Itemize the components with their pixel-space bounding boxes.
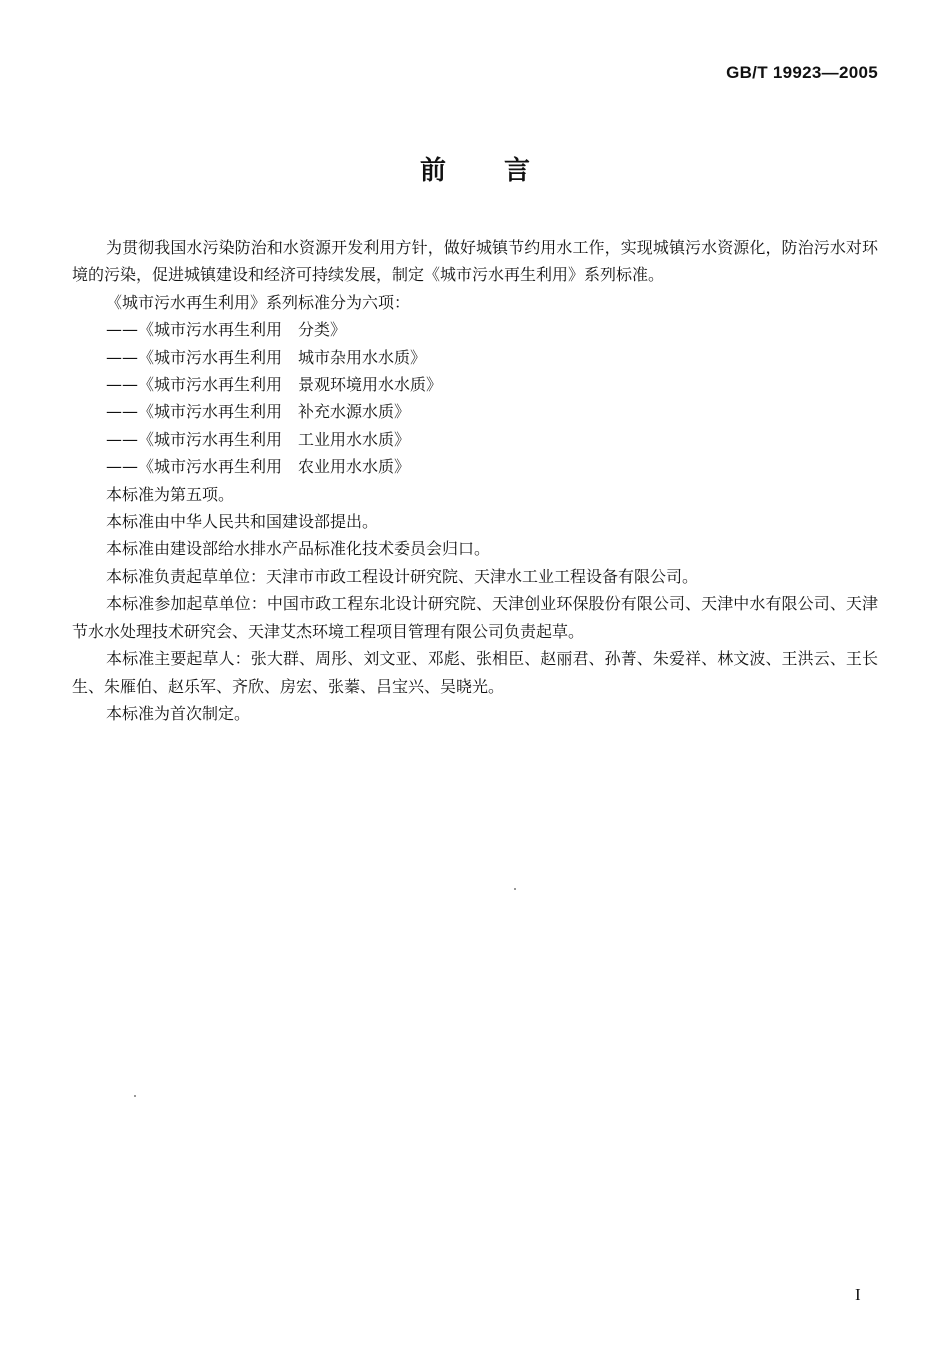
paragraph-lead-drafter: 本标准负责起草单位：天津市市政工程设计研究院、天津水工业工程设备有限公司。 [106,566,699,586]
series-item: ——《城市污水再生利用 分类》 [106,320,347,340]
series-item: ——《城市污水再生利用 工业用水水质》 [106,429,411,449]
scan-speck [134,1095,136,1097]
paragraph-fifth: 本标准为第五项。 [106,484,235,504]
paragraph-main-drafters: 本标准主要起草人：张大群、周彤、刘文亚、邓彪、张相臣、赵丽君、孙菁、朱爱祥、林文波、王洪云、王长生、朱雁伯、赵乐军、齐欣、房宏、张蓁、吕宝兴、吴晓光。 [72,649,878,696]
standard-code: GB/T 19923—2005 [726,63,878,82]
paragraph-participating: 本标准参加起草单位：中国市政工程东北设计研究院、天津创业环保股份有限公司、天津中水有限公司、天津节水水处理技术研究会、天津艾杰环境工程项目管理有限公司负责起草。 [72,594,878,641]
series-item: ——《城市污水再生利用 景观环境用水水质》 [106,375,443,395]
document-body [72,234,878,727]
paragraph-series-intro: 《城市污水再生利用》系列标准分为六项： [106,292,411,312]
scan-speck [514,888,516,890]
series-item: ——《城市污水再生利用 城市杂用水水质》 [106,347,427,367]
page-title: 前言 [419,156,588,186]
paragraph-proposed: 本标准由中华人民共和国建设部提出。 [106,512,379,532]
paragraph-intro: 为贯彻我国水污染防治和水资源开发利用方针，做好城镇节约用水工作，实现城镇污水资源化，防治污水对环境的污染，促进城镇建设和经济可持续发展，制定《城市污水再生利用》系列标准。 [72,238,878,285]
paragraph-centralized: 本标准由建设部给水排水产品标准化技术委员会归口。 [106,539,491,559]
series-item: ——《城市污水再生利用 农业用水水质》 [106,457,411,477]
series-item: ——《城市污水再生利用 补充水源水质》 [106,402,411,422]
paragraph-first-edition: 本标准为首次制定。 [106,703,251,723]
page-number: I [855,1285,861,1304]
